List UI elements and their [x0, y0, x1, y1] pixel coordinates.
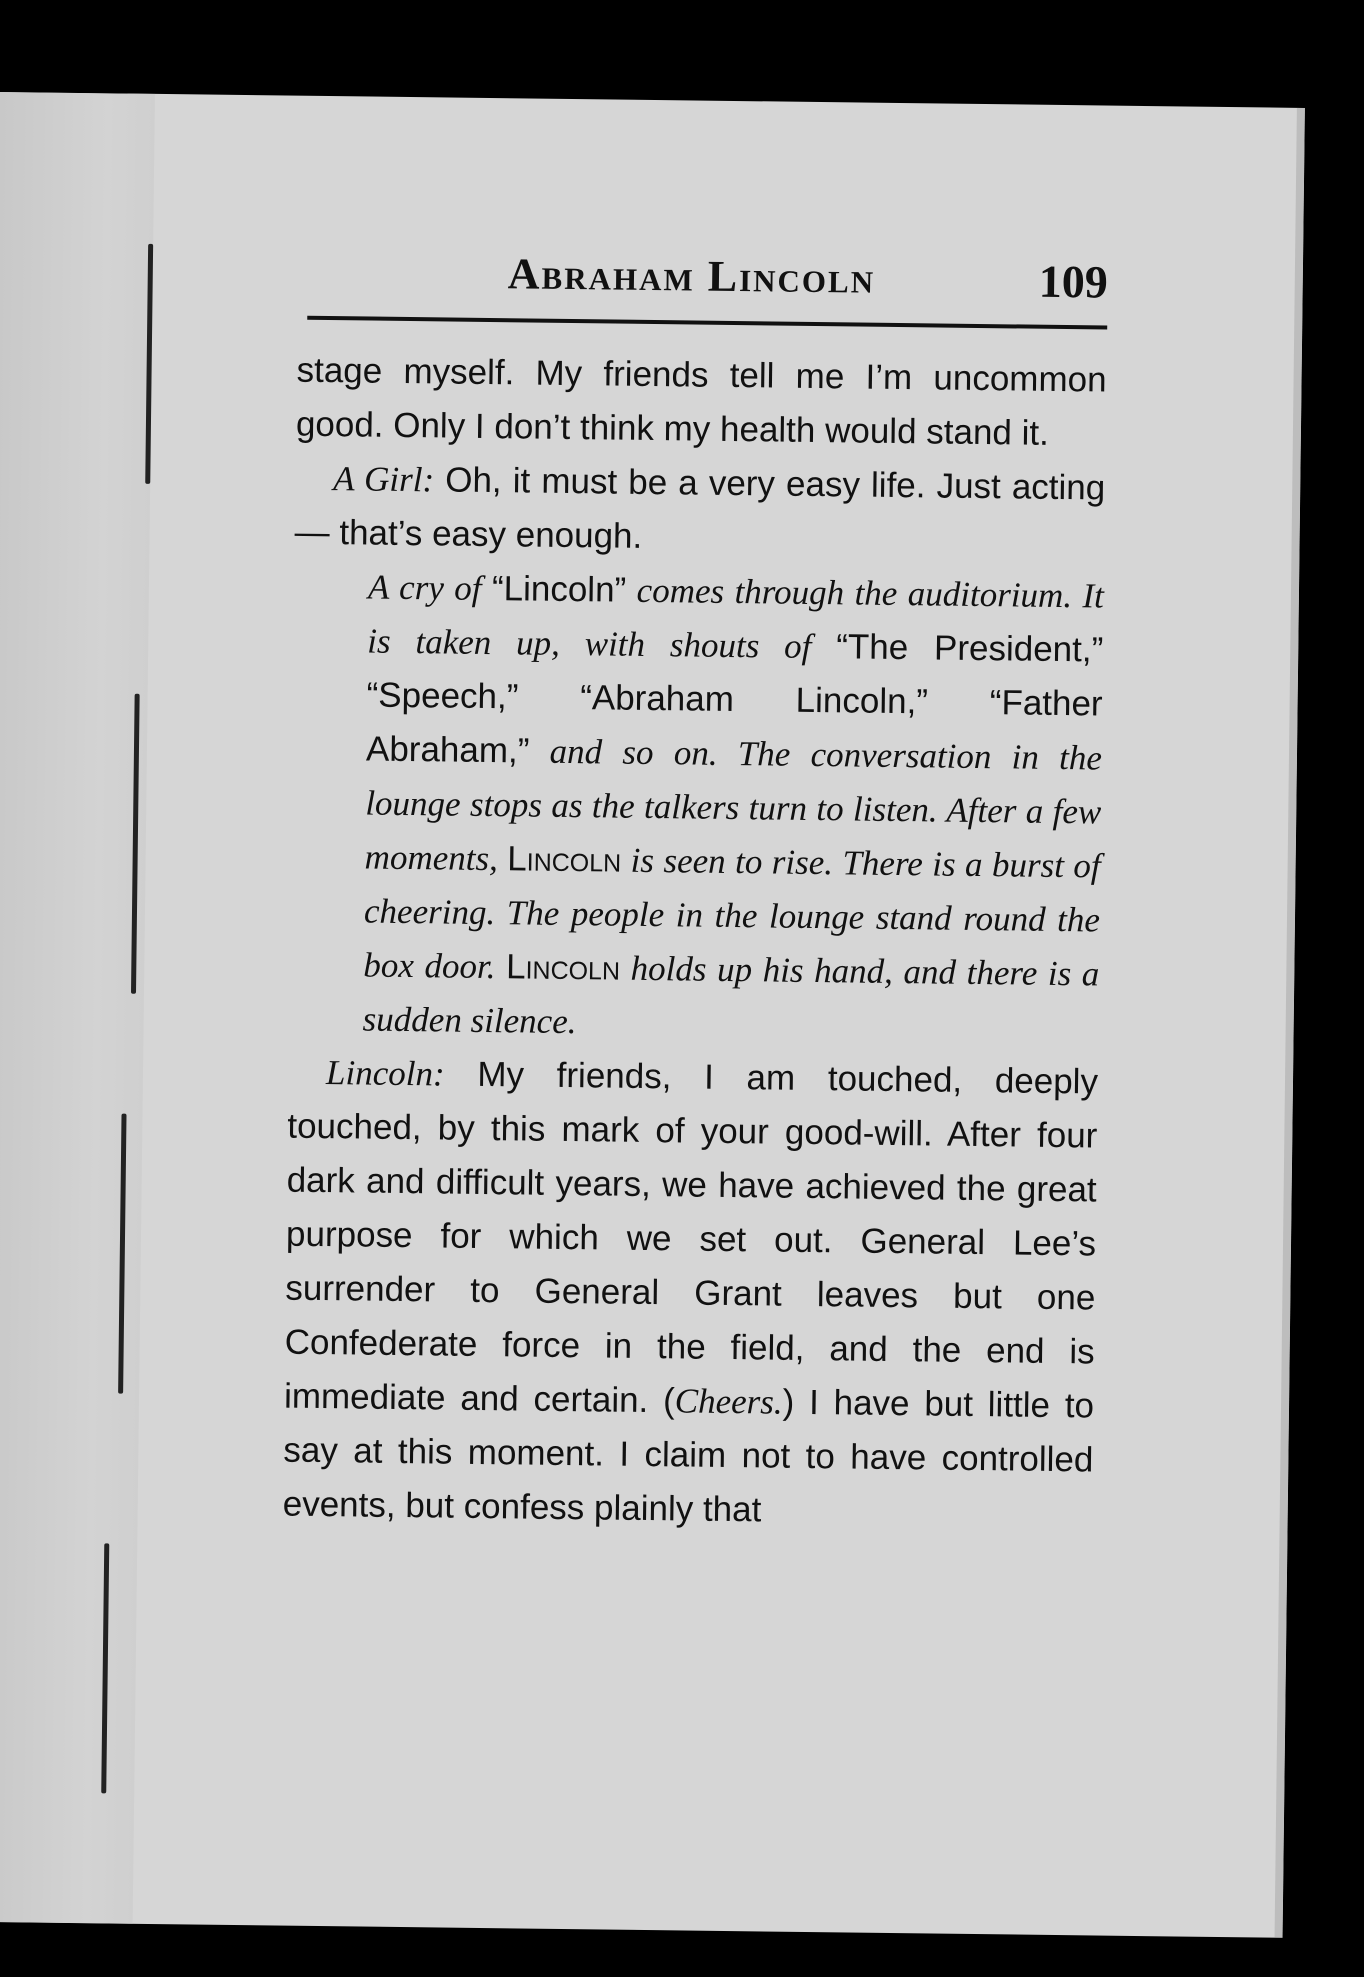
stage-text: and so on. The conversation in the lounge stops as the talkers turn to listen. After a few moments, — [364, 731, 1103, 879]
stage-text: A cry of — [367, 567, 493, 609]
character-name: Lincoln — [507, 839, 622, 880]
dialogue-text: My friends, I am touched, deeply touched, by this mark of your good-will. After four dark and difficult years, we have achieved the great purpose for which we set out. General Lee’s surrender to General Grant leaves but one Confederate force in the field, and the end is immediate and certain. ( — [283, 1054, 1099, 1421]
stage-text: comes through the auditorium. It is taken up, with shouts of — [367, 570, 1105, 667]
body-text — [282, 344, 1106, 1542]
stage-direction — [362, 561, 1104, 1056]
running-head — [307, 246, 1108, 326]
stage-cue: Cheers. — [674, 1381, 783, 1422]
page-title: Abraham Lincoln — [507, 249, 876, 303]
dialogue-text: ) I have but little to say at this moment. I claim not to have controlled events, but confess plainly that — [282, 1382, 1095, 1530]
book-page — [0, 92, 1305, 1938]
speaker-name: Lincoln: — [325, 1053, 445, 1094]
stage-text: is seen to rise. There is a burst of cheering. The people in the lounge stand round the box door. — [363, 840, 1101, 987]
page-edge — [1275, 108, 1305, 1938]
dialogue-paragraph — [294, 452, 1105, 570]
dialogue-text: Oh, it must be a very easy life. Just acting — that’s easy enough. — [294, 460, 1106, 556]
page-number: 109 — [1038, 255, 1109, 308]
facing-page-edge — [0, 92, 155, 1924]
character-name: Lincoln — [505, 947, 621, 988]
stage-quote: “The President,” “Speech,” “Abraham Lincoln,” “Father Abraham,” — [365, 627, 1104, 771]
speaker-name: A Girl: — [333, 459, 435, 500]
paragraph: stage myself. My friends tell me I’m uncommon good. Only I don’t think my health would stand it. — [295, 350, 1107, 453]
stage-quote: “Lincoln” — [491, 569, 627, 610]
dialogue-paragraph — [282, 1046, 1098, 1542]
stage-text: holds up his hand, and there is a sudden silence. — [362, 948, 1100, 1042]
